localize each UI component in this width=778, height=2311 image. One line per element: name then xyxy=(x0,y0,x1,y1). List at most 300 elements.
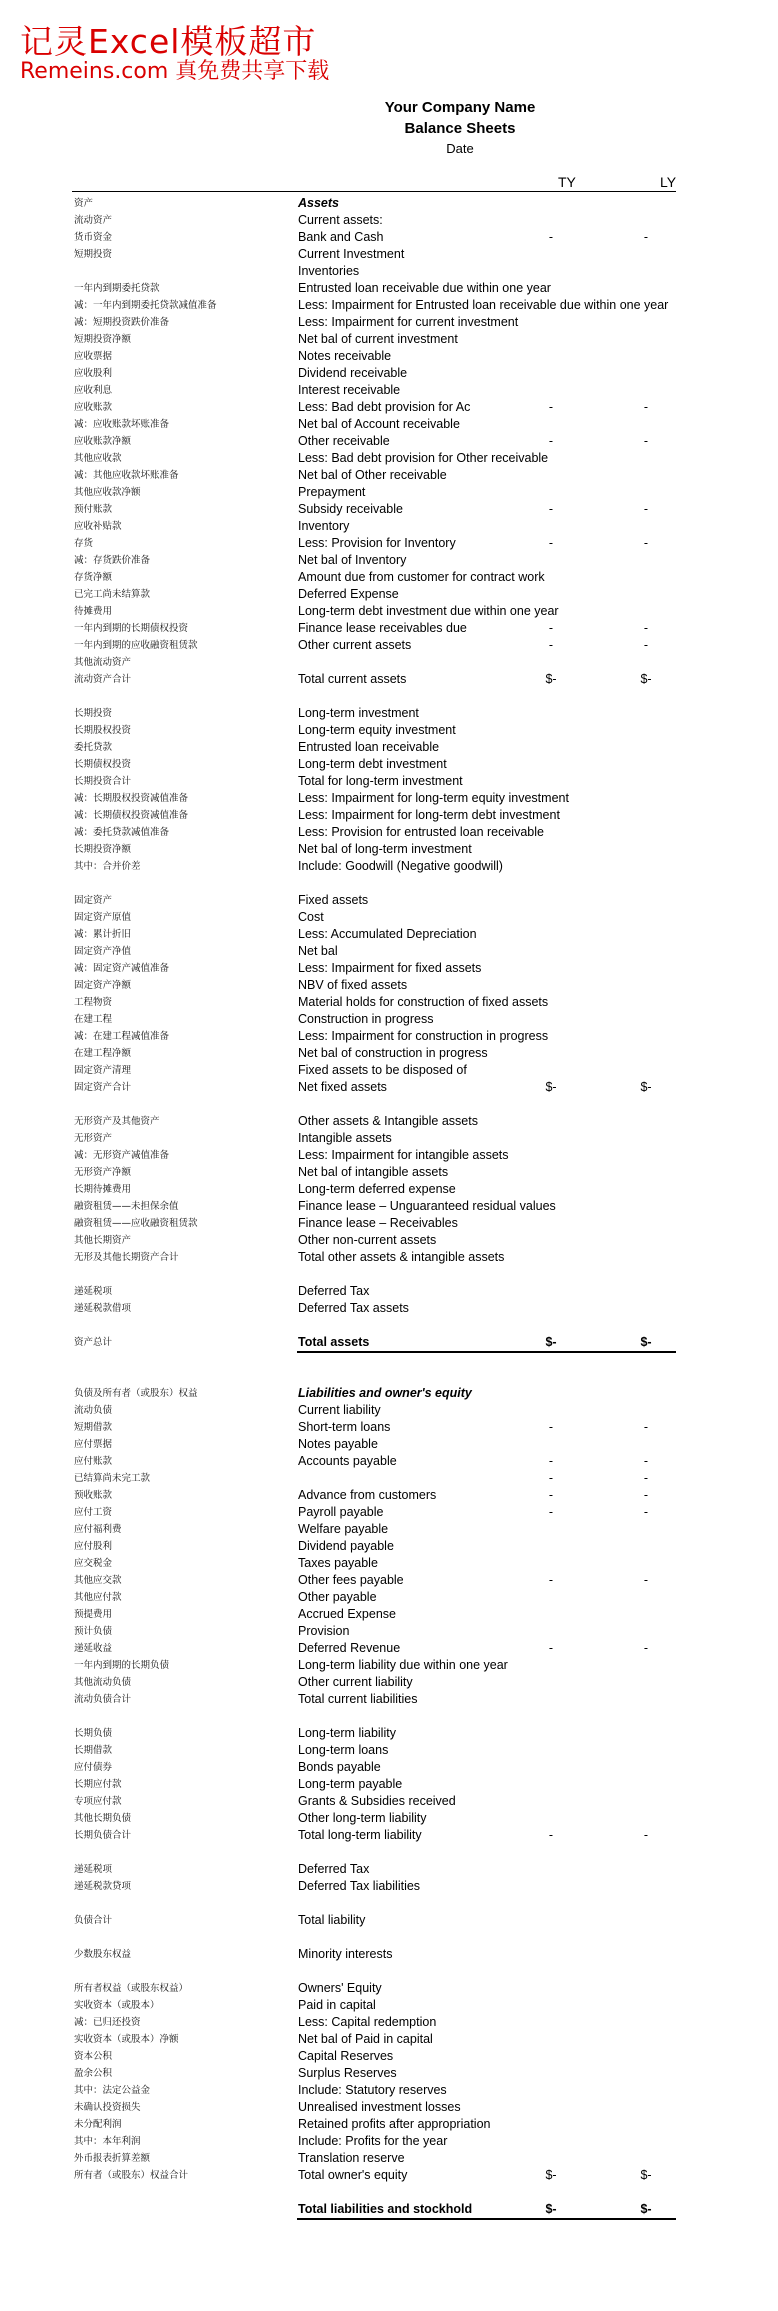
table-row xyxy=(0,1300,778,1317)
row-chinese-label: 长期投资净额 xyxy=(74,844,132,855)
row-chinese-label: 固定资产净值 xyxy=(74,946,132,957)
table-row xyxy=(0,348,778,365)
row-english-label: Deferred Revenue xyxy=(298,1641,401,1655)
row-chinese-label: 工程物资 xyxy=(74,997,113,1008)
table-row xyxy=(0,705,778,722)
row-chinese-label: 流动资产合计 xyxy=(74,674,132,685)
table-row xyxy=(0,1929,778,1946)
row-english-label: Assets xyxy=(298,196,339,210)
row-english-label: Other fees payable xyxy=(298,1573,404,1587)
table-row xyxy=(0,1028,778,1045)
table-row xyxy=(0,2065,778,2082)
row-english-label: Paid in capital xyxy=(298,1998,376,2012)
table-row xyxy=(0,314,778,331)
table-row xyxy=(0,467,778,484)
row-chinese-label: 存货 xyxy=(74,538,94,549)
row-english-label: Net bal of current investment xyxy=(298,332,458,346)
row-chinese-label: 减：已归还投资 xyxy=(74,2017,141,2028)
table-row xyxy=(0,603,778,620)
row-english-label: Taxes payable xyxy=(298,1556,378,1570)
row-english-label: Less: Accumulated Depreciation xyxy=(298,927,477,941)
row-english-label: Finance lease – Receivables xyxy=(298,1216,458,1230)
table-row xyxy=(0,875,778,892)
row-english-label: Less: Capital redemption xyxy=(298,2015,437,2029)
row-chinese-label: 应交税金 xyxy=(74,1558,113,1569)
row-ty-value: $- xyxy=(545,1335,557,1349)
row-chinese-label: 固定资产净额 xyxy=(74,980,132,991)
row-english-label: Short-term loans xyxy=(298,1420,391,1434)
row-chinese-label: 专项应付款 xyxy=(74,1796,122,1807)
row-english-label: Construction in progress xyxy=(298,1012,434,1026)
table-row xyxy=(0,1147,778,1164)
table-row xyxy=(0,552,778,569)
row-ly-value: - xyxy=(643,621,649,635)
row-chinese-label: 递延税项 xyxy=(74,1286,113,1297)
table-row xyxy=(0,1113,778,1130)
row-chinese-label: 资本公积 xyxy=(74,2051,113,2062)
table-row xyxy=(0,2099,778,2116)
table-row xyxy=(0,297,778,314)
row-chinese-label: 一年内到期委托贷款 xyxy=(74,283,160,294)
table-row xyxy=(0,620,778,637)
table-row xyxy=(0,1895,778,1912)
row-chinese-label: 减：委托贷款减值准备 xyxy=(74,827,170,838)
row-chinese-label: 一年内到期的应收融资租赁款 xyxy=(74,640,198,651)
row-english-label: Entrusted loan receivable due within one year xyxy=(298,281,551,295)
table-row xyxy=(0,1453,778,1470)
row-english-label: Long-term equity investment xyxy=(298,723,456,737)
row-chinese-label: 所有者（或股东）权益合计 xyxy=(74,2170,189,2181)
row-ty-value: - xyxy=(548,434,554,448)
row-chinese-label: 应收账款 xyxy=(74,402,113,413)
table-row xyxy=(0,688,778,705)
row-chinese-label: 短期借款 xyxy=(74,1422,113,1433)
table-row xyxy=(0,1130,778,1147)
row-chinese-label: 减：其他应收款坏账准备 xyxy=(74,470,179,481)
row-chinese-label: 无形资产及其他资产 xyxy=(74,1116,160,1127)
row-ty-value: - xyxy=(548,621,554,635)
table-row xyxy=(0,263,778,280)
table-row xyxy=(0,926,778,943)
row-chinese-label: 长期负债 xyxy=(74,1728,113,1739)
row-english-label: Long-term liability due within one year xyxy=(298,1658,508,1672)
row-english-label: Long-term deferred expense xyxy=(298,1182,456,1196)
row-chinese-label: 长期债权投资 xyxy=(74,759,132,770)
row-chinese-label: 固定资产原值 xyxy=(74,912,132,923)
row-english-label: Total long-term liability xyxy=(298,1828,422,1842)
row-chinese-label: 应收利息 xyxy=(74,385,113,396)
row-ly-value: - xyxy=(643,1573,649,1587)
row-chinese-label: 实收资本（或股本）净额 xyxy=(74,2034,179,2045)
table-row xyxy=(0,1334,778,1351)
row-ly-value: $- xyxy=(640,1080,652,1094)
table-row xyxy=(0,1419,778,1436)
watermark-subtitle: Remeins.com 真免费共享下载 xyxy=(20,59,330,84)
table-row xyxy=(0,246,778,263)
row-chinese-label: 无形资产净额 xyxy=(74,1167,132,1178)
row-chinese-label: 未分配利润 xyxy=(74,2119,122,2130)
table-row xyxy=(0,739,778,756)
row-ly-value: $- xyxy=(640,2168,652,2182)
row-english-label: Long-term investment xyxy=(298,706,419,720)
row-english-label: Less: Provision for Inventory xyxy=(298,536,456,550)
table-row xyxy=(0,1402,778,1419)
table-row xyxy=(0,1538,778,1555)
table-row xyxy=(0,1980,778,1997)
row-chinese-label: 固定资产合计 xyxy=(74,1082,132,1093)
table-row xyxy=(0,671,778,688)
table-row xyxy=(0,212,778,229)
row-english-label: Net bal of construction in progress xyxy=(298,1046,488,1060)
row-chinese-label: 流动负债 xyxy=(74,1405,113,1416)
table-row xyxy=(0,2116,778,2133)
row-chinese-label: 其他应收款 xyxy=(74,453,122,464)
row-chinese-label: 应收股利 xyxy=(74,368,113,379)
table-row xyxy=(0,1793,778,1810)
row-chinese-label: 预收账款 xyxy=(74,1490,113,1501)
row-english-label: Owners' Equity xyxy=(298,1981,382,1995)
row-chinese-label: 其中：本年利润 xyxy=(74,2136,141,2147)
table-row xyxy=(0,1674,778,1691)
row-english-label: Less: Impairment for fixed assets xyxy=(298,961,482,975)
row-english-label: Deferred Tax assets xyxy=(298,1301,409,1315)
row-ly-value: $- xyxy=(640,1335,652,1349)
row-chinese-label: 已结算尚未完工款 xyxy=(74,1473,151,1484)
table-row xyxy=(0,1249,778,1266)
row-english-label: Current Investment xyxy=(298,247,405,261)
row-english-label: Deferred Tax liabilities xyxy=(298,1879,421,1893)
row-english-label: Include: Statutory reserves xyxy=(298,2083,447,2097)
row-english-label: Current liability xyxy=(298,1403,381,1417)
row-ty-value: $- xyxy=(545,2202,557,2216)
row-chinese-label: 固定资产清理 xyxy=(74,1065,132,1076)
row-chinese-label: 委托贷款 xyxy=(74,742,113,753)
row-chinese-label: 其他流动负债 xyxy=(74,1677,132,1688)
row-ly-value: - xyxy=(643,400,649,414)
row-ly-value: - xyxy=(643,1641,649,1655)
row-english-label: Total assets xyxy=(298,1335,370,1349)
row-english-label: Long-term payable xyxy=(298,1777,403,1791)
table-row xyxy=(0,1045,778,1062)
table-row xyxy=(0,2167,778,2184)
table-row xyxy=(0,1062,778,1079)
row-english-label: Liabilities and owner's equity xyxy=(298,1386,472,1400)
table-row xyxy=(0,790,778,807)
table-row xyxy=(0,1555,778,1572)
row-english-label: Other current assets xyxy=(298,638,412,652)
table-row xyxy=(0,858,778,875)
row-ly-value: - xyxy=(643,1505,649,1519)
row-chinese-label: 减：无形资产减值准备 xyxy=(74,1150,170,1161)
table-row xyxy=(0,756,778,773)
table-row xyxy=(0,229,778,246)
row-ly-value: - xyxy=(643,536,649,550)
table-row xyxy=(0,1351,778,1368)
row-english-label: Finance lease – Unguaranteed residual values xyxy=(298,1199,556,1213)
row-chinese-label: 减：在建工程减值准备 xyxy=(74,1031,170,1042)
row-chinese-label: 在建工程净额 xyxy=(74,1048,132,1059)
row-english-label: Finance lease receivables due xyxy=(298,621,467,635)
row-chinese-label: 减：累计折旧 xyxy=(74,929,132,940)
row-english-label: Net fixed assets xyxy=(298,1080,387,1094)
row-chinese-label: 长期负债合计 xyxy=(74,1830,132,1841)
row-english-label: Grants & Subsidies received xyxy=(298,1794,456,1808)
row-chinese-label: 预计负债 xyxy=(74,1626,113,1637)
table-row xyxy=(0,1640,778,1657)
row-ty-value: - xyxy=(548,400,554,414)
table-row xyxy=(0,280,778,297)
row-ly-value: - xyxy=(643,638,649,652)
row-english-label: Subsidy receivable xyxy=(298,502,403,516)
row-chinese-label: 减：短期投资跌价准备 xyxy=(74,317,170,328)
table-row xyxy=(0,1215,778,1232)
row-chinese-label: 减：一年内到期委托贷款减值准备 xyxy=(74,300,217,311)
row-ly-value: - xyxy=(643,1488,649,1502)
row-chinese-label: 一年内到期的长期负债 xyxy=(74,1660,170,1671)
row-ly-value: - xyxy=(643,1454,649,1468)
table-row xyxy=(0,1606,778,1623)
sheet-date: Date xyxy=(446,141,474,156)
row-ty-value: $- xyxy=(545,2168,557,2182)
row-english-label: Bank and Cash xyxy=(298,230,384,244)
row-chinese-label: 应收账款净额 xyxy=(74,436,132,447)
row-ly-value: $- xyxy=(640,672,652,686)
row-chinese-label: 应付票据 xyxy=(74,1439,113,1450)
row-chinese-label: 应付债券 xyxy=(74,1762,113,1773)
row-english-label: Unrealised investment losses xyxy=(298,2100,461,2114)
row-english-label: Other current liability xyxy=(298,1675,413,1689)
table-row xyxy=(0,1283,778,1300)
row-chinese-label: 应收补贴款 xyxy=(74,521,122,532)
row-english-label: Inventory xyxy=(298,519,350,533)
table-row xyxy=(0,637,778,654)
header-divider xyxy=(72,191,676,192)
row-english-label: Other long-term liability xyxy=(298,1811,427,1825)
row-english-label: Total for long-term investment xyxy=(298,774,463,788)
row-ty-value: - xyxy=(548,1488,554,1502)
row-ty-value: $- xyxy=(545,1080,557,1094)
table-row xyxy=(0,2150,778,2167)
row-chinese-label: 在建工程 xyxy=(74,1014,113,1025)
row-english-label: Accounts payable xyxy=(298,1454,397,1468)
row-english-label: Bonds payable xyxy=(298,1760,381,1774)
row-english-label: Less: Bad debt provision for Other receivable xyxy=(298,451,549,465)
table-row xyxy=(0,2133,778,2150)
row-english-label: Welfare payable xyxy=(298,1522,389,1536)
table-row xyxy=(0,1198,778,1215)
row-english-label: Material holds for construction of fixed assets xyxy=(298,995,549,1009)
row-english-label: Other assets & Intangible assets xyxy=(298,1114,478,1128)
row-chinese-label: 资产总计 xyxy=(74,1337,113,1348)
row-english-label: Net bal xyxy=(298,944,338,958)
table-row xyxy=(0,382,778,399)
row-ly-value: - xyxy=(643,1828,649,1842)
row-english-label: Surplus Reserves xyxy=(298,2066,397,2080)
table-row xyxy=(0,994,778,1011)
table-row xyxy=(0,773,778,790)
table-row xyxy=(0,1436,778,1453)
table-row xyxy=(0,960,778,977)
row-english-label: Total other assets & intangible assets xyxy=(298,1250,505,1264)
row-ty-value: - xyxy=(548,1454,554,1468)
row-english-label: Intangible assets xyxy=(298,1131,392,1145)
row-chinese-label: 未确认投资损失 xyxy=(74,2102,141,2113)
row-ty-value: - xyxy=(548,230,554,244)
row-ly-value: - xyxy=(643,434,649,448)
table-row xyxy=(0,1708,778,1725)
row-ly-value: - xyxy=(643,502,649,516)
table-row xyxy=(0,1742,778,1759)
row-chinese-label: 长期投资 xyxy=(74,708,113,719)
table-row xyxy=(0,331,778,348)
table-row xyxy=(0,501,778,518)
row-english-label: Provision xyxy=(298,1624,350,1638)
row-chinese-label: 负债合计 xyxy=(74,1915,113,1926)
row-english-label: Current assets: xyxy=(298,213,383,227)
table-row xyxy=(0,1759,778,1776)
row-chinese-label: 其中：合并价差 xyxy=(74,861,141,872)
table-row xyxy=(0,535,778,552)
row-english-label: Less: Impairment for construction in progress xyxy=(298,1029,549,1043)
row-chinese-label: 长期应付款 xyxy=(74,1779,122,1790)
row-chinese-label: 应收票据 xyxy=(74,351,113,362)
row-english-label: Fixed assets xyxy=(298,893,369,907)
row-ty-value: - xyxy=(548,1471,554,1485)
table-row xyxy=(0,1232,778,1249)
row-english-label: Notes payable xyxy=(298,1437,378,1451)
table-row xyxy=(0,1776,778,1793)
table-row xyxy=(0,450,778,467)
row-chinese-label: 应付工资 xyxy=(74,1507,113,1518)
row-english-label: Total owner's equity xyxy=(298,2168,408,2182)
row-english-label: Include: Goodwill (Negative goodwill) xyxy=(298,859,503,873)
table-row xyxy=(0,1385,778,1402)
row-chinese-label: 预付账款 xyxy=(74,504,113,515)
table-row xyxy=(0,1963,778,1980)
table-row xyxy=(0,1181,778,1198)
row-chinese-label: 实收资本（或股本） xyxy=(74,2000,160,2011)
row-english-label: Cost xyxy=(298,910,324,924)
table-row xyxy=(0,1317,778,1334)
row-ty-value: - xyxy=(548,1573,554,1587)
row-english-label: Net bal of intangible assets xyxy=(298,1165,449,1179)
row-english-label: Prepayment xyxy=(298,485,366,499)
row-english-label: Inventories xyxy=(298,264,360,278)
row-english-label: Total current assets xyxy=(298,672,407,686)
row-chinese-label: 应付福利费 xyxy=(74,1524,122,1535)
table-row xyxy=(0,1912,778,1929)
row-chinese-label: 预提费用 xyxy=(74,1609,113,1620)
row-chinese-label: 长期投资合计 xyxy=(74,776,132,787)
sheet-title: Balance Sheets xyxy=(404,120,516,137)
row-english-label: Dividend receivable xyxy=(298,366,408,380)
table-row xyxy=(0,943,778,960)
row-chinese-label: 外币报表折算差额 xyxy=(74,2153,151,2164)
row-english-label: Long-term debt investment due within one year xyxy=(298,604,559,618)
table-row xyxy=(0,1572,778,1589)
row-english-label: Less: Bad debt provision for Ac xyxy=(298,400,471,414)
row-chinese-label: 存货净额 xyxy=(74,572,113,583)
table-row xyxy=(0,1623,778,1640)
row-english-label: Net bal of Account receivable xyxy=(298,417,460,431)
row-english-label: Total liability xyxy=(298,1913,366,1927)
row-chinese-label: 长期股权投资 xyxy=(74,725,132,736)
row-english-label: Advance from customers xyxy=(298,1488,437,1502)
row-chinese-label: 其他应交款 xyxy=(74,1575,122,1586)
table-row xyxy=(0,416,778,433)
row-ty-value: - xyxy=(548,502,554,516)
table-row xyxy=(0,1368,778,1385)
row-chinese-label: 其他流动资产 xyxy=(74,657,132,668)
row-english-label: Net bal of Inventory xyxy=(298,553,407,567)
row-english-label: Total liabilities and stockhold xyxy=(298,2202,473,2216)
row-chinese-label: 其他长期资产 xyxy=(74,1235,132,1246)
row-english-label: Minority interests xyxy=(298,1947,393,1961)
row-chinese-label: 减：长期股权投资减值准备 xyxy=(74,793,189,804)
row-english-label: Less: Impairment for long-term equity investment xyxy=(298,791,569,805)
row-chinese-label: 待摊费用 xyxy=(74,606,113,617)
table-row xyxy=(0,1266,778,1283)
watermark-title: 记灵Excel模板超市 xyxy=(20,22,317,61)
table-row xyxy=(0,807,778,824)
table-row xyxy=(0,1827,778,1844)
row-english-label: Fixed assets to be disposed of xyxy=(298,1063,467,1077)
row-english-label: Deferred Tax xyxy=(298,1284,370,1298)
row-english-label: Net bal of Other receivable xyxy=(298,468,447,482)
table-row xyxy=(0,1589,778,1606)
table-row xyxy=(0,1521,778,1538)
row-english-label: Less: Impairment for current investment xyxy=(298,315,519,329)
row-ty-value: - xyxy=(548,1641,554,1655)
table-row xyxy=(0,1487,778,1504)
table-row xyxy=(0,1011,778,1028)
table-row xyxy=(0,2184,778,2201)
table-row xyxy=(0,1470,778,1487)
row-english-label: Other receivable xyxy=(298,434,390,448)
table-row xyxy=(0,1878,778,1895)
table-row xyxy=(0,1725,778,1742)
table-row xyxy=(0,892,778,909)
row-english-label: Deferred Tax xyxy=(298,1862,370,1876)
table-row xyxy=(0,1946,778,1963)
row-chinese-label: 其他应收款净额 xyxy=(74,487,141,498)
row-english-label: Capital Reserves xyxy=(298,2049,394,2063)
row-english-label: Long-term liability xyxy=(298,1726,396,1740)
row-chinese-label: 递延税款贷项 xyxy=(74,1881,132,1892)
row-chinese-label: 递延收益 xyxy=(74,1643,113,1654)
table-row xyxy=(0,841,778,858)
row-ly-value: $- xyxy=(640,2202,652,2216)
row-ty-value: $- xyxy=(545,672,557,686)
row-english-label: Long-term loans xyxy=(298,1743,389,1757)
row-chinese-label: 流动负债合计 xyxy=(74,1694,132,1705)
column-header-ly: LY xyxy=(660,174,677,190)
row-english-label: Less: Impairment for long-term debt investment xyxy=(298,808,560,822)
table-row xyxy=(0,1657,778,1674)
total-underline xyxy=(297,2218,676,2220)
row-ty-value: - xyxy=(548,536,554,550)
row-chinese-label: 流动资产 xyxy=(74,215,113,226)
table-row xyxy=(0,518,778,535)
row-english-label: Less: Impairment for Entrusted loan receivable due within one year xyxy=(298,298,669,312)
row-chinese-label: 减：应收账款坏账准备 xyxy=(74,419,170,430)
row-ty-value: - xyxy=(548,1828,554,1842)
row-chinese-label: 短期投资 xyxy=(74,249,113,260)
column-header-ty: TY xyxy=(558,174,576,190)
table-row xyxy=(0,1844,778,1861)
row-chinese-label: 盈余公积 xyxy=(74,2068,113,2079)
row-english-label: Less: Impairment for intangible assets xyxy=(298,1148,509,1162)
